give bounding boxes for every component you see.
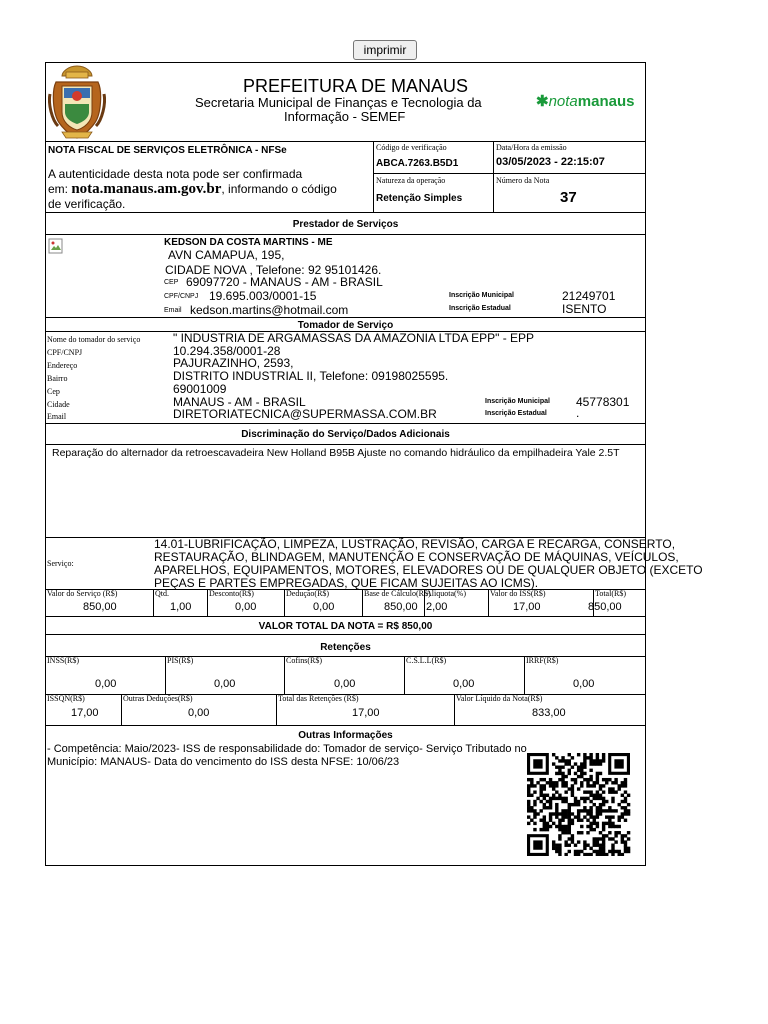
broken-image-icon: [48, 238, 64, 254]
outras-deducoes-label: Outras Deduções(R$): [123, 694, 193, 703]
tomador-im-label: Inscrição Municipal: [485, 398, 550, 405]
discriminacao-title: Discriminação do Serviço/Dados Adicionais: [241, 429, 450, 440]
base-calculo-value: 850,00: [384, 601, 418, 613]
tomador-label-nome: Nome do tomador do serviço: [47, 335, 141, 344]
outras-informacoes-line2: Município: MANAUS- Data do vencimento do ISS desta NFSE: 10/06/23: [47, 756, 400, 768]
prestador-email-label: Email: [164, 307, 182, 314]
divider: [45, 444, 646, 445]
deducao-label: Dedução(R$): [286, 589, 330, 598]
divider: [276, 694, 277, 725]
tomador-cidade: MANAUS - AM - BRASIL: [173, 395, 306, 409]
divider: [373, 173, 646, 174]
issqn-value: 17,00: [71, 707, 99, 719]
prestador-ie-value: ISENTO: [562, 302, 607, 316]
cofins-value: 0,00: [334, 678, 356, 690]
tomador-label-email: Email: [47, 412, 67, 421]
divider: [488, 589, 489, 616]
pis-label: PIS(R$): [167, 656, 194, 665]
outras-informacoes-title: Outras Informações: [298, 730, 393, 741]
servico-line: RESTAURAÇÃO, BLINDAGEM, MANUTENÇÃO E CONSERVAÇÃO DE MÁQUINAS, VEÍCULOS,: [154, 550, 679, 564]
data-value: 03/05/2023 - 22:15:07: [496, 156, 605, 168]
page-subtitle-line1: Secretaria Municipal de Finanças e Tecnologia da: [195, 95, 482, 110]
divider: [45, 725, 646, 726]
outras-deducoes-value: 0,00: [188, 707, 210, 719]
auth-site-link[interactable]: nota.manaus.am.gov.br: [71, 181, 222, 197]
valor-servico-label: Valor do Serviço (R$): [47, 589, 118, 598]
divider: [284, 589, 285, 616]
prestador-im-label: Inscrição Municipal: [449, 292, 514, 299]
divider: [45, 141, 646, 142]
prestador-name: KEDSON DA COSTA MARTINS - ME: [164, 237, 333, 248]
tomador-label-bairro: Bairro: [47, 374, 68, 383]
notamanaus-logo: [536, 92, 634, 110]
auth-em: em:: [48, 182, 72, 196]
csll-value: 0,00: [453, 678, 475, 690]
print-button[interactable]: imprimir: [353, 40, 417, 60]
divider: [207, 589, 208, 616]
divider: [45, 212, 646, 213]
nfse-heading: NOTA FISCAL DE SERVIÇOS ELETRÔNICA - NFSe: [48, 145, 287, 156]
issqn-label: ISSQN(R$): [47, 694, 85, 703]
tomador-ie-label: Inscrição Estadual: [485, 410, 547, 417]
divider: [284, 656, 285, 694]
divider: [45, 589, 646, 590]
auth-text-line3: de verificação.: [48, 197, 126, 211]
servico-line: PEÇAS E PARTES EMPREGADAS, QUE FICAM SUJEITAS AO ICMS).: [154, 576, 539, 590]
prestador-ie-label: Inscrição Estadual: [449, 305, 511, 312]
tomador-name: " INDUSTRIA DE ARGAMASSAS DA AMAZONIA LTDA EPP" - EPP: [173, 331, 535, 345]
natureza-label: Natureza da operação: [376, 176, 446, 185]
natureza-value: Retenção Simples: [376, 193, 463, 204]
tomador-label-cnpj: CPF/CNPJ: [47, 348, 83, 357]
tomador-label-cep: Cep: [47, 387, 60, 396]
total-value: 850,00: [588, 601, 622, 613]
aliquota-value: 2,00: [426, 601, 448, 613]
inss-value: 0,00: [95, 678, 117, 690]
prestador-cnpj-label: CPF/CNPJ: [164, 293, 199, 300]
cofins-label: Cofins(R$): [286, 656, 322, 665]
divider: [493, 141, 494, 212]
csll-label: C.S.L.L(R$): [406, 656, 447, 665]
page-subtitle-line2: Informação - SEMEF: [284, 109, 406, 124]
prestador-im-value: 21249701: [562, 289, 616, 303]
prestador-title: Prestador de Serviços: [292, 219, 399, 230]
logo-text-light: nota: [548, 93, 578, 110]
numero-label: Número da Nota: [496, 176, 550, 185]
numero-value: 37: [560, 189, 577, 206]
base-calculo-label: Base de Cálculo(R$): [364, 589, 431, 598]
tomador-label-endereco: Endereço: [47, 361, 78, 370]
valor-liquido-value: 833,00: [532, 707, 566, 719]
desconto-label: Desconto(R$): [209, 589, 254, 598]
servico-label: Serviço:: [47, 559, 74, 568]
inss-label: INSS(R$): [47, 656, 80, 665]
irrf-value: 0,00: [573, 678, 595, 690]
divider: [45, 634, 646, 635]
tomador-cnpj: 10.294.358/0001-28: [173, 344, 281, 358]
qtd-label: Qtd.: [155, 589, 169, 598]
tomador-cep: 69001009: [173, 382, 227, 396]
retencoes-title: Retenções: [320, 642, 371, 653]
tomador-email: DIRETORIATECNICA@SUPERMASSA.COM.BR: [173, 407, 437, 421]
codigo-value: ABCA.7263.B5D1: [376, 158, 459, 169]
asterisk-icon: ✱: [536, 93, 549, 110]
codigo-label: Código de verificação: [376, 143, 447, 152]
divider: [454, 694, 455, 725]
divider: [362, 589, 363, 616]
logo-text-bold: manaus: [577, 93, 635, 110]
tomador-endereco: PAJURAZINHO, 2593,: [173, 356, 294, 370]
desconto-value: 0,00: [235, 601, 257, 613]
divider: [404, 656, 405, 694]
divider: [45, 423, 646, 424]
servico-line: 14.01-LUBRIFICAÇÃO, LIMPEZA, LUSTRAÇÃO, REVISÃO, CARGA E RECARGA, CONSERTO,: [154, 537, 676, 551]
tomador-im-value: 45778301: [576, 395, 630, 409]
prestador-cep-value: 69097720 - MANAUS - AM - BRASIL: [186, 275, 383, 289]
total-retencoes-value: 17,00: [352, 707, 380, 719]
tomador-title: Tomador de Serviço: [297, 320, 394, 331]
city-coat-of-arms: [48, 64, 106, 140]
irrf-label: IRRF(R$): [526, 656, 559, 665]
outras-informacoes-line1: - Competência: Maio/2023- ISS de responsabilidade do: Tomador de serviço- Serviço Tributado no: [47, 743, 527, 755]
servico-line: APARELHOS, EQUIPAMENTOS, MOTORES, ELEVADORES OU DE QUALQUER OBJETO (EXCETO: [154, 563, 703, 577]
valor-liquido-label: Valor Líquido da Nota(R$): [456, 694, 543, 703]
divider: [45, 616, 646, 617]
prestador-cep-label: CEP: [164, 279, 179, 286]
auth-text-line1: A autenticidade desta nota pode ser confirmada: [48, 167, 303, 181]
data-label: Data/Hora da emissão: [496, 143, 567, 152]
tomador-bairro: DISTRITO INDUSTRIAL II, Telefone: 09198025595.: [173, 369, 449, 383]
total-retencoes-label: Total das Retenções (R$): [278, 694, 359, 703]
qtd-value: 1,00: [170, 601, 192, 613]
valor-iss-value: 17,00: [513, 601, 541, 613]
valor-iss-label: Valor do ISS(R$): [490, 589, 546, 598]
total-label: Total(R$): [595, 589, 626, 598]
divider: [45, 317, 646, 318]
pis-value: 0,00: [214, 678, 236, 690]
divider: [165, 656, 166, 694]
prestador-city: CIDADE NOVA , Telefone: 92 95101426.: [165, 263, 382, 277]
discriminacao-text: Reparação do alternador da retroescavadeira New Holland B95B Ajuste no comando hidráulico da empilhadeira Yale 2.5T: [52, 447, 620, 459]
divider: [524, 656, 525, 694]
deducao-value: 0,00: [313, 601, 335, 613]
prestador-address: AVN CAMAPUA, 195,: [168, 248, 285, 262]
divider: [121, 694, 122, 725]
valor-total-nota: VALOR TOTAL DA NOTA = R$ 850,00: [258, 621, 433, 632]
auth-text-line2: [48, 181, 337, 198]
divider: [153, 589, 154, 616]
prestador-cnpj-value: 19.695.003/0001-15: [209, 289, 317, 303]
prestador-email-value: kedson.martins@hotmail.com: [190, 303, 349, 317]
qr-code: [527, 753, 633, 856]
aliquota-label: Aliquota(%): [426, 589, 466, 598]
page-title: PREFEITURA DE MANAUS: [243, 76, 469, 96]
tomador-ie-value: .: [576, 406, 580, 420]
divider: [373, 141, 374, 212]
auth-rest: , informando o código: [221, 182, 337, 196]
tomador-label-cidade: Cidade: [47, 400, 70, 409]
valor-servico-value: 850,00: [83, 601, 117, 613]
divider: [45, 234, 646, 235]
